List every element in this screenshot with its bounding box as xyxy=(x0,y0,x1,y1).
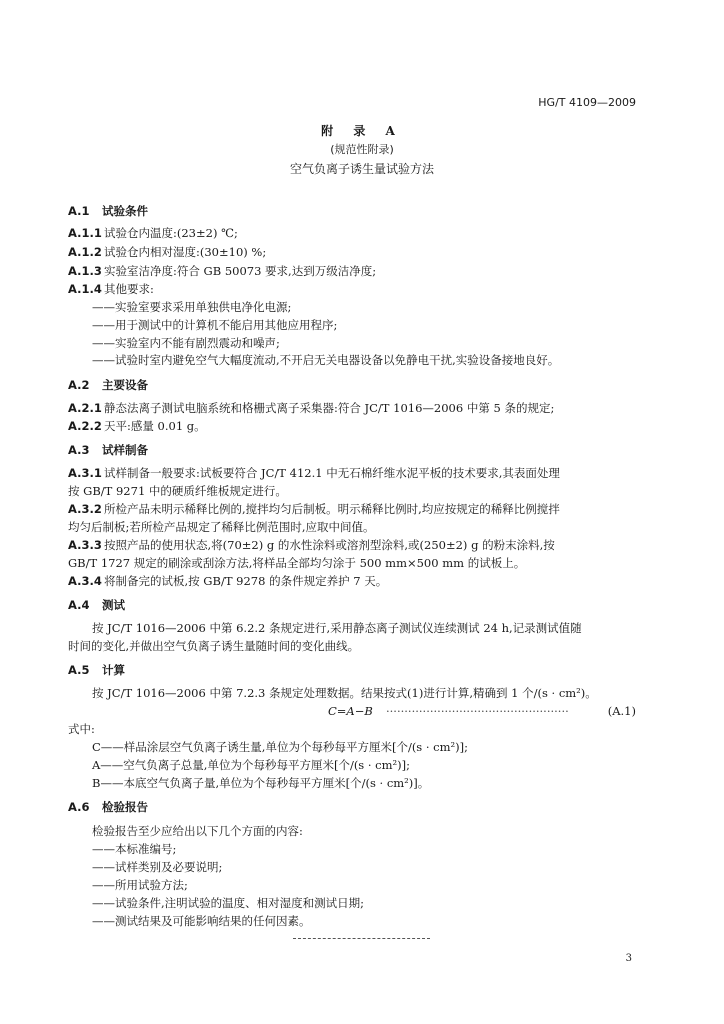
clause-number: A.1.1 xyxy=(68,226,102,240)
where-label: 式中: xyxy=(68,722,95,736)
clause-text: 天平:感量 0.01 g。 xyxy=(104,419,206,433)
section-number: A.3 xyxy=(68,443,90,457)
clause-number: A.1.4 xyxy=(68,282,102,296)
clause-number: A.3.1 xyxy=(68,466,102,480)
section-number: A.4 xyxy=(68,598,90,612)
appendix-subtitle: (规范性附录) xyxy=(330,143,394,156)
clause-text: 其他要求: xyxy=(104,282,154,296)
clause-number: A.1.2 xyxy=(68,245,102,259)
clause-a1-2 xyxy=(68,245,266,259)
formula: C=A−B xyxy=(328,704,373,718)
clause-text-continued: 均匀后制板;若所检产品规定了稀释比例范围时,应取中间值。 xyxy=(68,520,375,534)
list-item: ——试验时室内避免空气大幅度流动,不开启无关电器设备以免静电干扰,实验设备接地良好。 xyxy=(92,353,560,367)
clause-a1-1 xyxy=(68,226,238,240)
clause-number: A.3.3 xyxy=(68,538,102,552)
variable-definition: B——本底空气负离子量,单位为个每秒每平方厘米[个/(s · cm²)]。 xyxy=(92,776,430,790)
standard-code-header: HG/T 4109—2009 xyxy=(538,96,636,109)
section-a6-heading xyxy=(68,800,148,814)
section-number: A.1 xyxy=(68,204,90,218)
clause-text: 按照产品的使用状态,将(70±2) g 的水性涂料或溶剂型涂料,或(250±2) g 的粉末涂料,按 xyxy=(104,538,555,552)
list-item: ——试样类别及必要说明; xyxy=(92,860,223,874)
clause-a3-3 xyxy=(68,538,555,552)
clause-a2-2 xyxy=(68,419,206,433)
clause-text: 将制备完的试板,按 GB/T 9278 的条件规定养护 7 天。 xyxy=(104,574,388,588)
list-item: ——用于测试中的计算机不能启用其他应用程序; xyxy=(92,318,338,332)
formula-leader-dots: ·················································· xyxy=(386,704,569,718)
section-title: 主要设备 xyxy=(102,378,148,392)
clause-text: 试验仓内相对湿度:(30±10) %; xyxy=(104,245,267,259)
list-item: ——实验室内不能有剧烈震动和噪声; xyxy=(92,336,280,350)
section-a2-heading xyxy=(68,378,148,392)
appendix-heading: 空气负离子诱生量试验方法 xyxy=(289,162,434,176)
section-title: 试样制备 xyxy=(102,443,148,457)
clause-number: A.3.2 xyxy=(68,502,102,516)
end-rule xyxy=(293,938,430,939)
section-a3-heading xyxy=(68,443,148,457)
section-number: A.5 xyxy=(68,663,90,677)
paragraph-line: 按 JC/T 1016—2006 中第 6.2.2 条规定进行,采用静态离子测试仪连续测试 24 h,记录测试值随 xyxy=(92,621,582,635)
clause-a1-4 xyxy=(68,282,154,296)
clause-a3-4 xyxy=(68,574,387,588)
section-title: 检验报告 xyxy=(102,800,148,814)
clause-a3-2 xyxy=(68,502,560,516)
clause-text: 所检产品未明示稀释比例的,搅拌均匀后制板。明示稀释比例时,均应按规定的稀释比例搅拌 xyxy=(104,502,560,516)
list-item: ——本标准编号; xyxy=(92,842,177,856)
clause-number: A.2.1 xyxy=(68,401,102,415)
clause-text: 实验室洁净度:符合 GB 50073 要求,达到万级洁净度; xyxy=(104,264,377,278)
list-item: ——实验室要求采用单独供电净化电源; xyxy=(92,300,292,314)
clause-number: A.1.3 xyxy=(68,264,102,278)
clause-text: 静态法离子测试电脑系统和格栅式离子采集器:符合 JC/T 1016—2006 中第 5 条的规定; xyxy=(104,401,555,415)
page-number: 3 xyxy=(625,953,632,964)
clause-text-continued: 按 GB/T 9271 中的硬质纤维板规定进行。 xyxy=(68,484,287,498)
calculation-intro: 按 JC/T 1016—2006 中第 7.2.3 条规定处理数据。结果按式(1)进行计算,精确到 1 个/(s · cm²)。 xyxy=(92,686,597,700)
report-intro: 检验报告至少应给出以下几个方面的内容: xyxy=(92,824,303,838)
section-number: A.2 xyxy=(68,378,90,392)
section-a1-heading xyxy=(68,204,148,218)
variable-definition: C——样品涂层空气负离子诱生量,单位为个每秒每平方厘米[个/(s · cm²)]; xyxy=(92,740,468,754)
clause-number: A.2.2 xyxy=(68,419,102,433)
clause-a3-1 xyxy=(68,466,560,480)
clause-a1-3 xyxy=(68,264,376,278)
section-title: 计算 xyxy=(102,663,125,677)
list-item: ——试验条件,注明试验的温度、相对湿度和测试日期; xyxy=(92,896,365,910)
section-a5-heading xyxy=(68,663,125,677)
variable-definition: A——空气负离子总量,单位为个每秒每平方厘米[个/(s · cm²)]; xyxy=(92,758,410,772)
clause-text-continued: GB/T 1727 规定的刷涂或刮涂方法,将样品全部均匀涂于 500 mm×500 mm 的试板上。 xyxy=(68,556,526,570)
clause-a2-1 xyxy=(68,401,554,415)
paragraph-line: 时间的变化,并做出空气负离子诱生量随时间的变化曲线。 xyxy=(68,639,360,653)
clause-text: 试验仓内温度:(23±2) ℃; xyxy=(104,226,238,240)
section-a4-heading xyxy=(68,598,125,612)
list-item: ——测试结果及可能影响结果的任何因素。 xyxy=(92,914,311,928)
appendix-title: 附 录 A xyxy=(321,124,403,138)
section-title: 测试 xyxy=(102,598,125,612)
list-item: ——所用试验方法; xyxy=(92,878,188,892)
section-number: A.6 xyxy=(68,800,90,814)
clause-number: A.3.4 xyxy=(68,574,102,588)
formula-number: (A.1) xyxy=(607,704,636,718)
clause-text: 试样制备一般要求:试板要符合 JC/T 412.1 中无石棉纤维水泥平板的技术要求,其表面处理 xyxy=(104,466,560,480)
section-title: 试验条件 xyxy=(102,204,148,218)
